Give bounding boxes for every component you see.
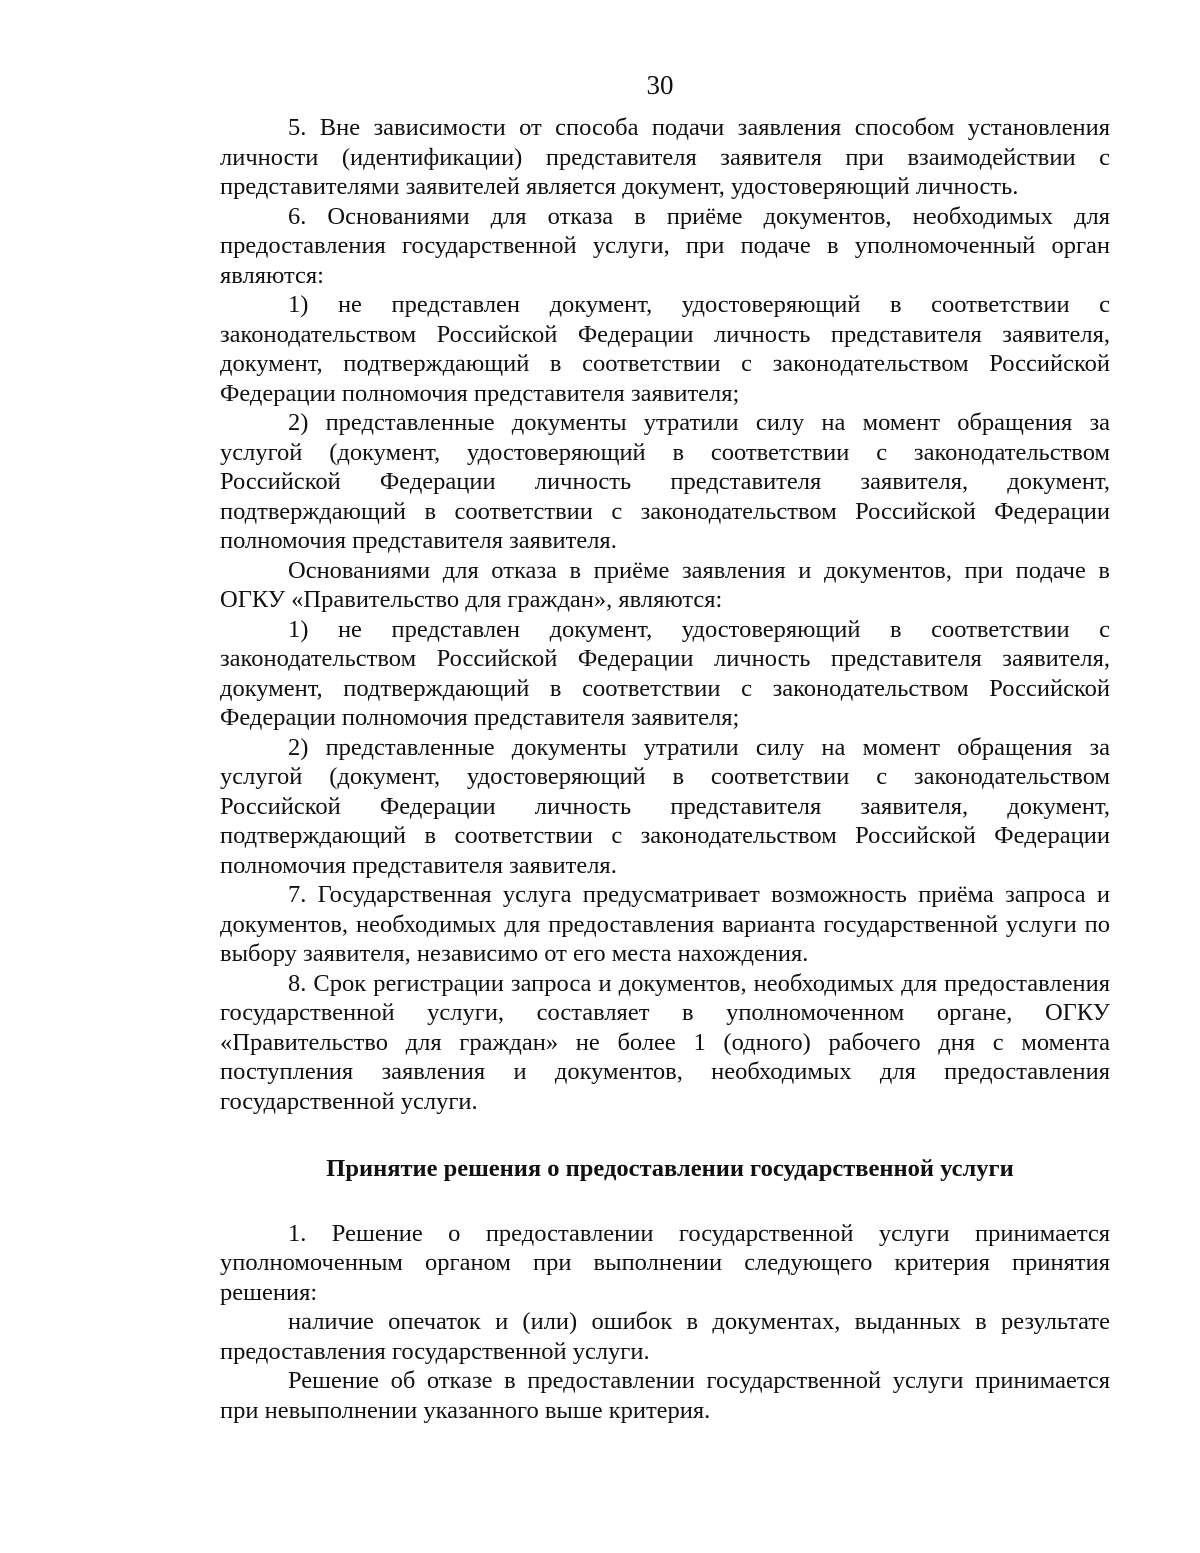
document-body bbox=[220, 113, 1110, 1425]
paragraph-item-8: 8. Срок регистрации запроса и документов, необходимых для предоставления государственной услуги, составляет в уполномоченном органе, ОГКУ «Правительство для граждан» не более 1 (одного) рабочего дня с момента поступления заявления и документов, необходимых для предоставления государственной услуги. bbox=[220, 969, 1110, 1115]
paragraph-decision-criterion: наличие опечаток и (или) ошибок в документах, выданных в результате предоставления государственной услуги. bbox=[220, 1308, 1110, 1365]
paragraph-ogku-subitem-2: 2) представленные документы утратили силу на момент обращения за услугой (документ, удостоверяющий в соответствии с законодательством Российской Федерации личность представителя заявителя, документ, подтверждающий в соответствии с законодательством Российской Федерации полномочия представителя заявителя. bbox=[220, 733, 1110, 879]
paragraph-refusal-decision: Решение об отказе в предоставлении государственной услуги принимается при невыполнении указанного выше критерия. bbox=[220, 1367, 1110, 1424]
paragraph-item-5: 5. Вне зависимости от способа подачи заявления способом установления личности (идентификации) представителя заявителя при взаимодействии с представителями заявителей является документ, удостоверяющий личность. bbox=[220, 114, 1110, 200]
page-number: 30 bbox=[646, 70, 674, 100]
paragraph-decision-1: 1. Решение о предоставлении государственной услуги принимается уполномоченным органом при выполнении следующего критерия принятия решения: bbox=[220, 1219, 1110, 1306]
paragraph-ogku-subitem-1: 1) не представлен документ, удостоверяющий в соответствии с законодательством Российской Федерации личность представителя заявителя, документ, подтверждающий в соответствии с законодательством Российской Федерации полномочия представителя заявителя; bbox=[220, 615, 1110, 731]
section-heading: Принятие решения о предоставлении государственной услуги bbox=[326, 1155, 1014, 1182]
paragraph-ogku-grounds: Основаниями для отказа в приёме заявления и документов, при подаче в ОГКУ «Правительство для граждан», являются: bbox=[220, 556, 1110, 613]
paragraph-subitem-2: 2) представленные документы утратили силу на момент обращения за услугой (документ, удостоверяющий в соответствии с законодательством Российской Федерации личность представителя заявителя, документ, подтверждающий в соответствии с законодательством Российской Федерации полномочия представителя заявителя. bbox=[220, 409, 1110, 554]
paragraph-subitem-1: 1) не представлен документ, удостоверяющий в соответствии с законодательством Российской Федерации личность представителя заявителя, документ, подтверждающий в соответствии с законодательством Российской Федерации полномочия представителя заявителя; bbox=[220, 291, 1110, 407]
paragraph-item-7: 7. Государственная услуга предусматривает возможность приёма запроса и документов, необходимых для предоставления варианта государственной услуги по выбору заявителя, независимо от его места нахождения. bbox=[220, 881, 1110, 967]
paragraph-item-6: 6. Основаниями для отказа в приёме документов, необходимых для предоставления государственной услуги, при подаче в уполномоченный орган являются: bbox=[220, 202, 1110, 289]
